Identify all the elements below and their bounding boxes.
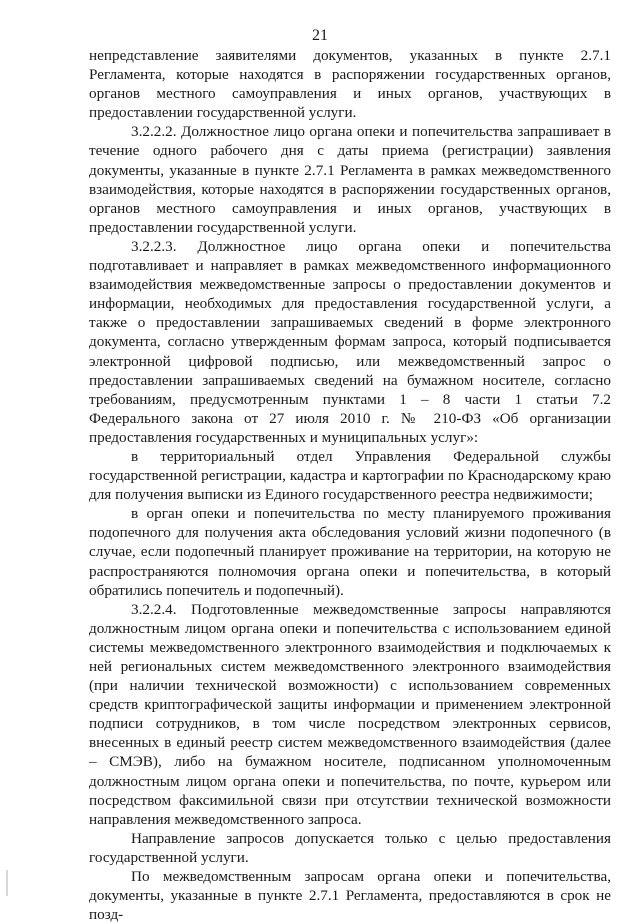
paragraph-request-purpose: Направление запросов допускается только с целью предоставления государственной услуги. [89, 829, 611, 866]
paragraph-response-deadline: По межведомственным запросам органа опеки и попечительства, документы, указанные в пункте 2.7.1 Регламента, предоставляются в срок не позд- [89, 868, 611, 924]
page-number: 21 [312, 27, 328, 44]
scan-edge-mark [6, 870, 8, 896]
paragraph-3-2-2-3: 3.2.2.3. Должностное лицо органа опеки и попечительства подготавливает и направляет в рамках межведомственного информационного взаимодействия межведомственные запросы о предоставлении документов и информации, необходимых для предоставления государственной услуги, а также о предоставлении запрашиваемых сведений в форме электронного документа, согласно утвержденным формам запроса, который подписывается электронной цифровой подписью, или межведомственный запрос о предоставлении запрашиваемых сведений на бумажном носителе, согласно требованиям, предусмотренным пунктами 1 – 8 части 1 статьи 7.2 Федерального закона от 27 июля 2010 г. № 210-ФЗ «Об организации предоставления государственных и муниципальных услуг»: [89, 237, 611, 446]
paragraph-guardianship-request: в орган опеки и попечительства по месту планируемого проживания подопечного для получения акта обследования условий жизни подопечного (в случае, если подопечный планирует проживание на территории, на которую не распространяются полномочия органа опеки и попечительства, в который обратились попечитель и подопечный). [89, 505, 611, 599]
paragraph-3-2-2-2: 3.2.2.2. Должностное лицо органа опеки и попечительства запрашивает в течение одного рабочего дня с даты приема (регистрации) заявления документы, указанные в пункте 2.7.1 Регламента в рамках межведомственного взаимодействия, которые находятся в распоряжении государственных органов, органов местного самоуправления и иных органов, участвующих в предоставлении государственной услуги. [89, 123, 611, 236]
paragraph-rosreestr-request: в территориальный отдел Управления Федеральной службы государственной регистрации, кадастра и картографии по Краснодарскому краю для получения выписки из Единого государственного реестра недвижимости; [89, 447, 611, 504]
paragraph-continuation: непредставление заявителями документов, указанных в пункте 2.7.1 Регламента, которые находятся в распоряжении государственных органов, органов местного самоуправления и иных органов, участвующих в предоставлении государственной услуги. [89, 47, 611, 122]
document-body [89, 46, 611, 924]
paragraph-3-2-2-4: 3.2.2.4. Подготовленные межведомственные запросы направляются должностным лицом органа опеки и попечительства с использованием единой системы межведомственного электронного взаимодействия и подключаемых к ней региональных систем межведомственного электронного взаимодействия (при наличии технической возможности) с использованием современных средств криптографической защиты информации и применением электронной подписи сотрудников, в том числе посредством электронных сервисов, внесенных в единый реестр систем межведомственного взаимодействия (далее – СМЭВ), либо на бумажном носителе, подписанном уполномоченным должностным лицом органа опеки и попечительства, по почте, курьером или посредством факсимильной связи при отсутствии технической возможности направления межведомственного запроса. [89, 600, 611, 828]
